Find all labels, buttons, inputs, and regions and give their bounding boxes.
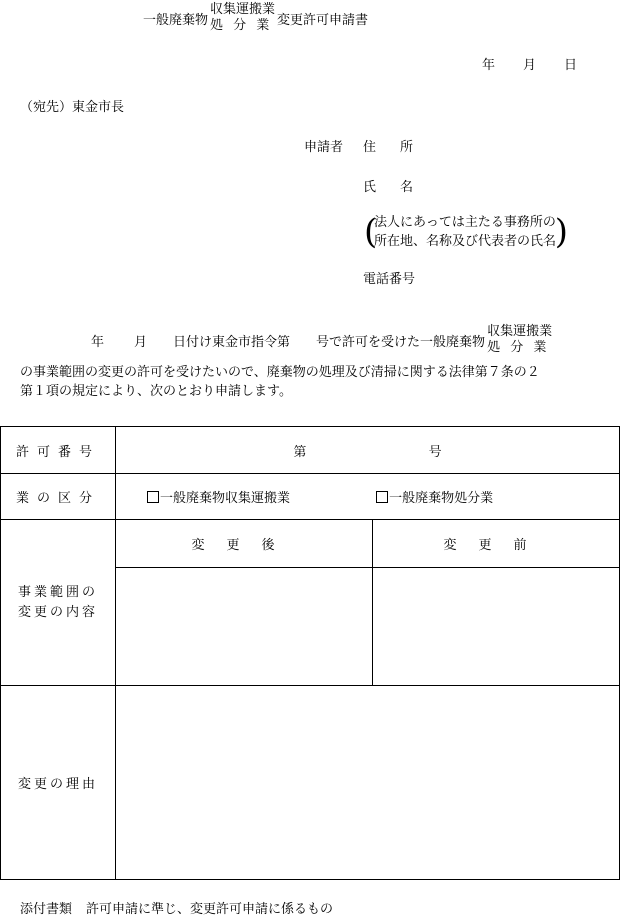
reason-content[interactable]: [116, 686, 620, 880]
permit-number-row: [1, 427, 620, 474]
address-label: 住所: [363, 140, 438, 155]
permit-number-go: 号: [428, 444, 442, 460]
left-bracket: (: [364, 212, 378, 252]
attachments-label: 添付書類: [20, 902, 73, 917]
body-year: 年: [91, 334, 105, 350]
option2-label: 一般廃棄物処分業: [389, 491, 494, 506]
permit-number-label: 許可番号: [15, 444, 100, 460]
application-form-table: [0, 426, 620, 880]
reason-label-cell: [1, 686, 116, 880]
option1-label: 一般廃棄物収集運搬業: [160, 491, 291, 506]
permit-number-dai: 第: [293, 444, 307, 460]
business-type-label-cell: [1, 474, 116, 520]
phone-label: 電話番号: [363, 272, 416, 287]
date-line: [482, 54, 577, 73]
after-change-header: [116, 520, 373, 568]
corporation-note: [364, 212, 569, 252]
option-disposal[interactable]: [376, 491, 493, 506]
body-business-type-stack: [487, 324, 552, 356]
scope-label-line2: 変更の内容: [17, 604, 98, 620]
checkbox-collection-transport[interactable]: [147, 491, 159, 503]
corp-note-line1: 法人にあっては主たる事務所の: [374, 215, 556, 230]
scope-header-row: [1, 520, 620, 568]
body-line-3: 第１項の規定により、次のとおり申請します。: [20, 384, 292, 399]
body-stack-bottom: 処 分 業: [487, 340, 550, 355]
body-stack-top: 収集運搬業: [487, 324, 553, 339]
date-month: 月: [523, 58, 537, 73]
before-change-label: 変更前: [443, 538, 549, 553]
attachments-text: 許可申請に準じ、変更許可申請に係るもの: [86, 902, 334, 917]
date-day: 日: [564, 58, 578, 73]
scope-label-cell: [1, 520, 116, 686]
title-stack-bottom: 処 分 業: [210, 18, 273, 33]
permit-number-field[interactable]: [116, 427, 620, 474]
after-change-label: 変更後: [191, 538, 297, 553]
business-type-options: [116, 474, 620, 520]
corp-note-line2: 所在地、名称及び代表者の氏名: [374, 234, 557, 249]
document-title: [143, 0, 368, 36]
title-stack-top: 収集運搬業: [210, 2, 276, 17]
date-year: 年: [482, 58, 496, 73]
after-change-content[interactable]: [116, 568, 373, 686]
reason-label: 変更の理由: [17, 777, 98, 792]
title-prefix: 一般廃棄物: [143, 12, 209, 28]
scope-label-line1: 事業範囲の: [17, 584, 98, 600]
body-after: 号で許可を受けた一般廃棄物: [316, 334, 486, 350]
name-label: 氏名: [363, 180, 438, 195]
title-suffix: 変更許可申請書: [277, 12, 369, 28]
before-change-header: [373, 520, 620, 568]
title-business-type-stack: [210, 2, 275, 34]
permit-number-label-cell: [1, 427, 116, 474]
body-line-2: の事業範囲の変更の許可を受けたいので、廃棄物の処理及び清掃に関する法律第７条の２: [20, 365, 540, 380]
body-line-1: [91, 322, 554, 358]
right-bracket: ): [554, 212, 569, 252]
body-mid: 日付け東金市指令第: [173, 334, 291, 350]
business-type-label: 業の区分: [15, 491, 100, 506]
checkbox-disposal[interactable]: [376, 491, 388, 503]
attachments-line: [20, 898, 333, 917]
addressee: （宛先）東金市長: [20, 100, 125, 115]
reason-row: [1, 686, 620, 880]
applicant-label: 申請者: [304, 140, 344, 155]
option-collection-transport[interactable]: [147, 491, 294, 506]
before-change-content[interactable]: [373, 568, 620, 686]
body-month: 月: [134, 334, 148, 350]
business-type-row: [1, 474, 620, 520]
